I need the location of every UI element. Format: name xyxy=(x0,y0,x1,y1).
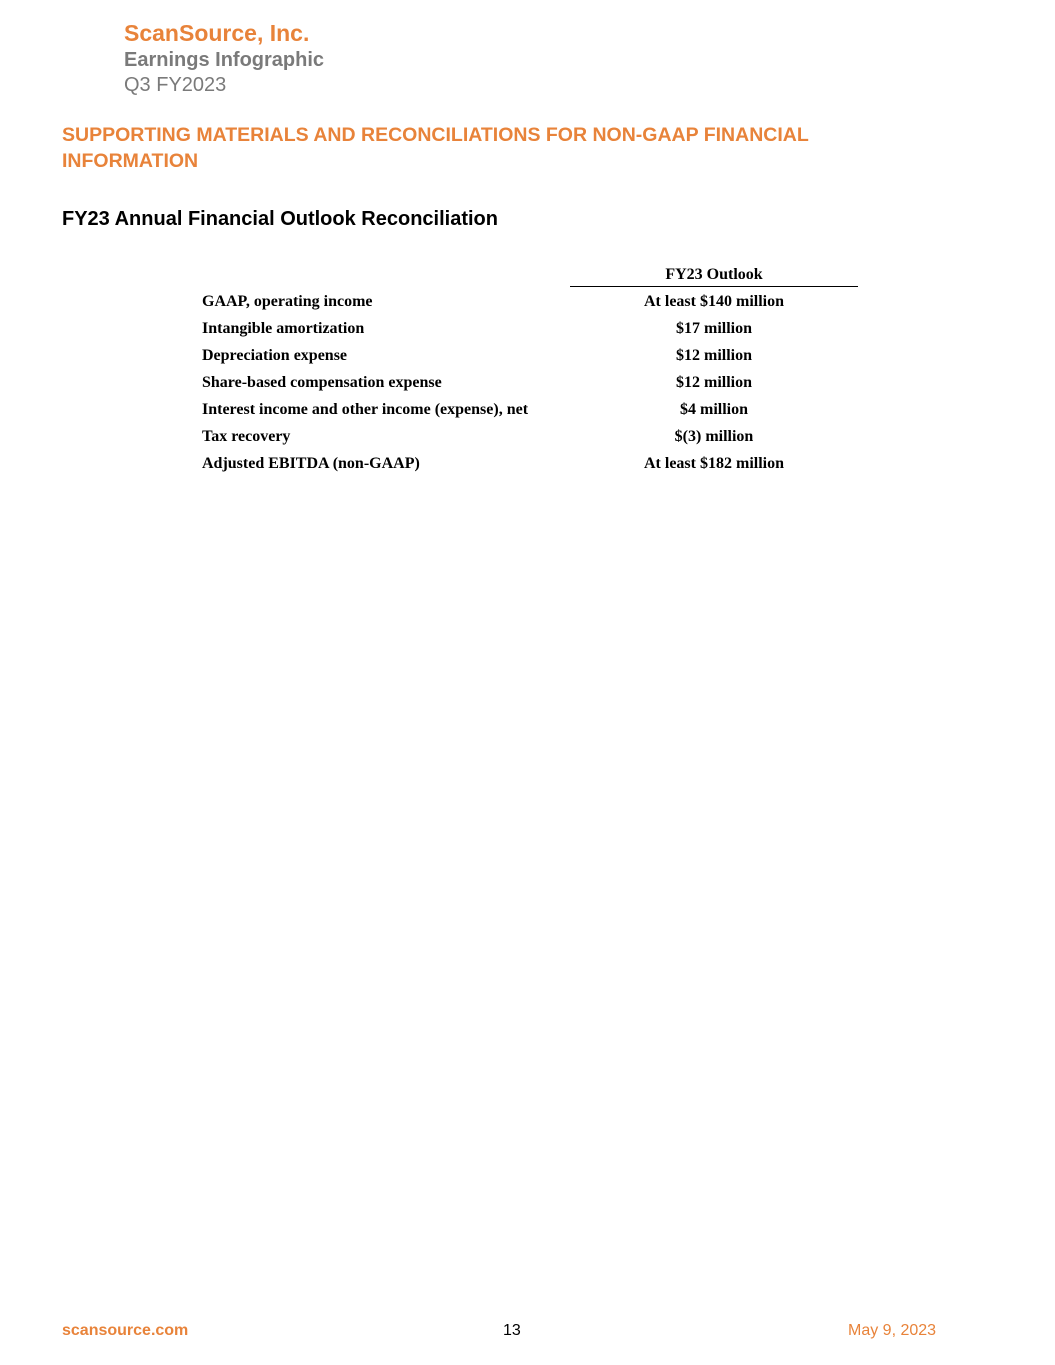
table-body xyxy=(202,288,858,477)
row-label: Tax recovery xyxy=(202,428,291,445)
row-value: $12 million xyxy=(675,374,752,391)
table-row xyxy=(202,450,858,477)
table-row xyxy=(202,423,858,450)
table-title: FY23 Annual Financial Outlook Reconciliation xyxy=(62,208,498,230)
row-label: GAAP, operating income xyxy=(202,293,373,310)
footer-website: scansource.com xyxy=(62,1322,189,1339)
table-row xyxy=(202,315,858,342)
row-label: Depreciation expense xyxy=(202,347,348,364)
row-value: At least $140 million xyxy=(644,293,784,310)
document-type: Earnings Infographic xyxy=(124,49,325,71)
fiscal-period: Q3 FY2023 xyxy=(124,74,227,96)
table-row xyxy=(202,288,858,315)
footer-date: May 9, 2023 xyxy=(848,1322,937,1339)
table-row xyxy=(202,396,858,423)
page-number: 13 xyxy=(503,1322,521,1339)
row-label: Share-based compensation expense xyxy=(202,374,442,391)
outlook-reconciliation-table xyxy=(202,264,858,477)
table-row xyxy=(202,342,858,369)
table-header-row xyxy=(202,264,858,288)
row-label: Interest income and other income (expense), net xyxy=(202,401,529,418)
row-value: $(3) million xyxy=(674,428,754,445)
table-row xyxy=(202,369,858,396)
section-title: SUPPORTING MATERIALS AND RECONCILIATIONS FOR NON-GAAP FINANCIAL INFORMATION xyxy=(62,124,809,172)
row-value: $12 million xyxy=(675,347,752,364)
row-value: $17 million xyxy=(675,320,752,337)
row-value: $4 million xyxy=(679,401,748,418)
company-name: ScanSource, Inc. xyxy=(124,20,310,46)
row-label: Adjusted EBITDA (non-GAAP) xyxy=(202,455,420,472)
row-label: Intangible amortization xyxy=(202,320,365,337)
column-header-fy23-outlook: FY23 Outlook xyxy=(570,264,858,287)
document-header xyxy=(124,20,324,97)
row-value: At least $182 million xyxy=(644,455,784,472)
